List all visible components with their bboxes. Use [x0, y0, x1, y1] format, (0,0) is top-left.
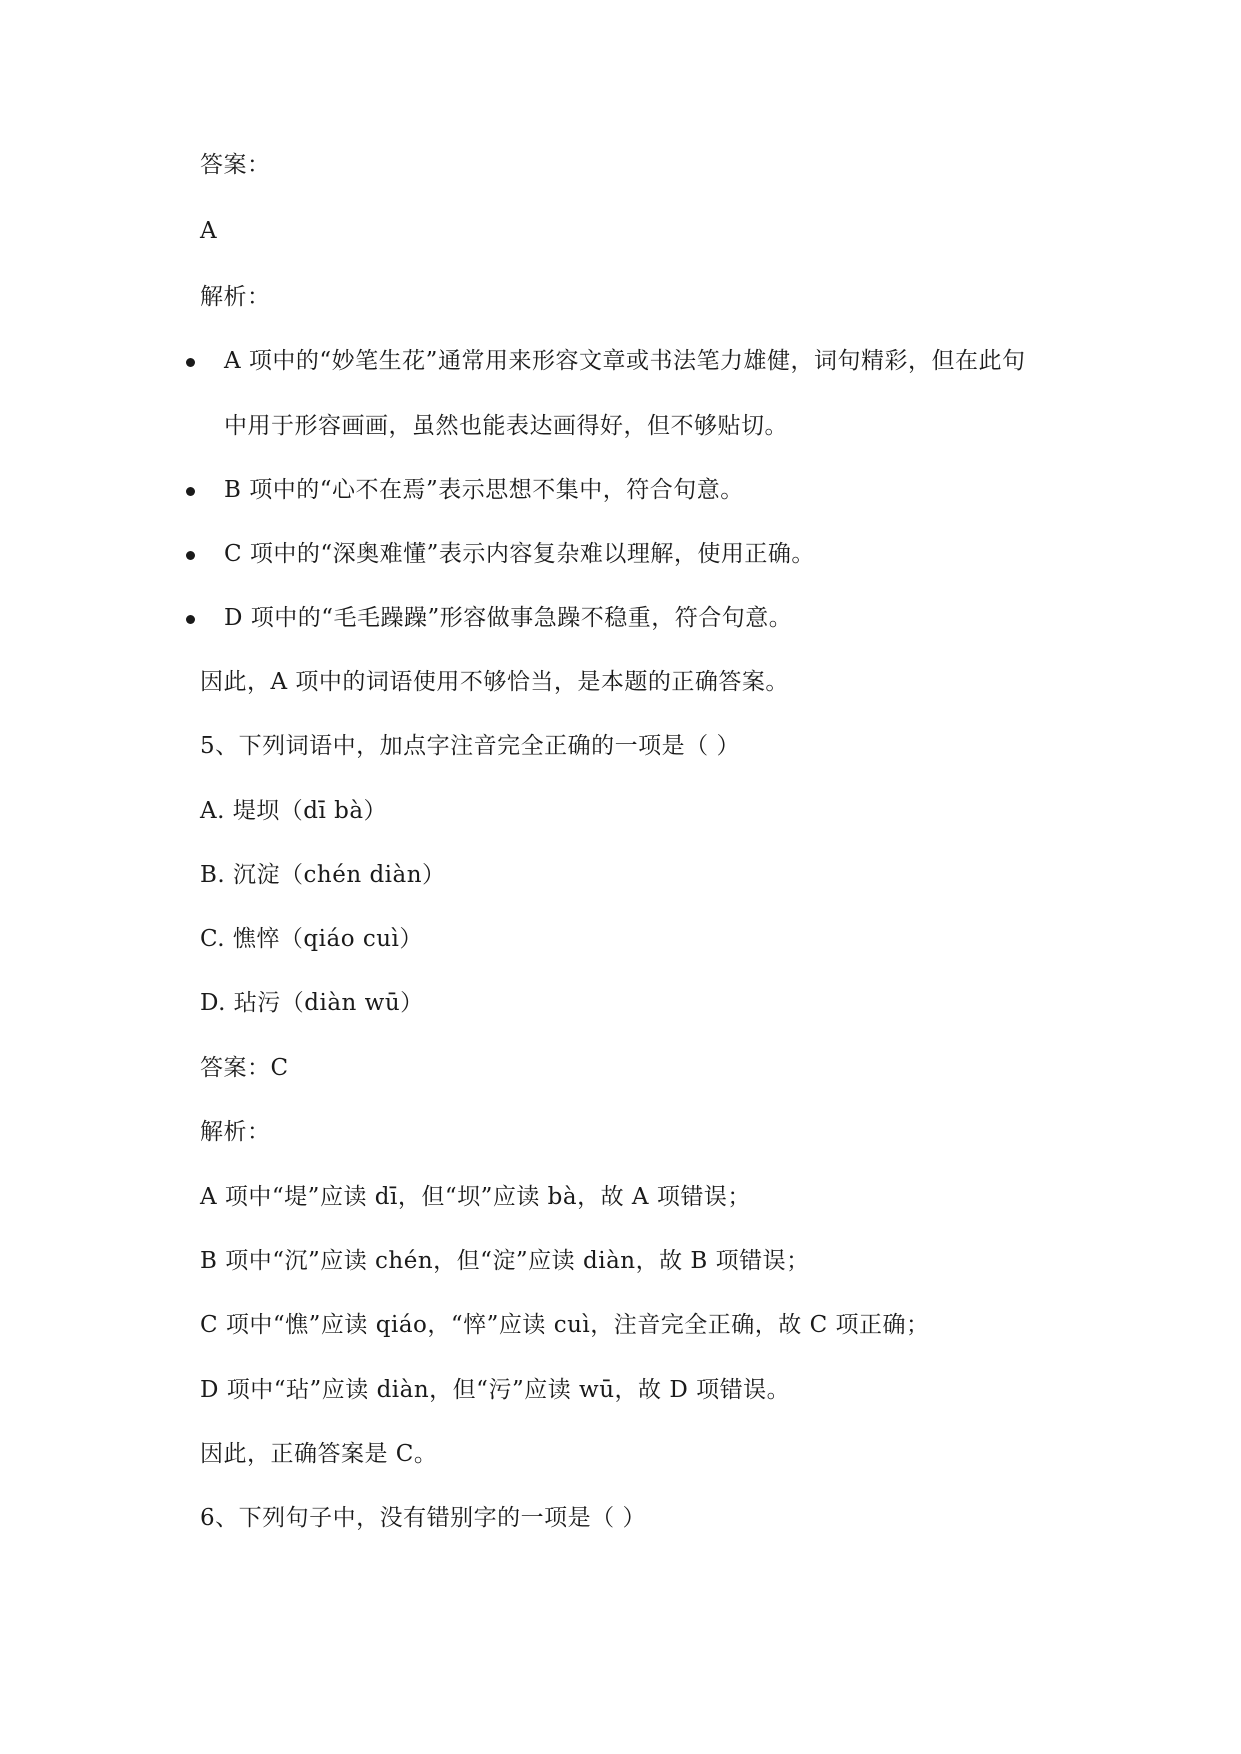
bullet-dot-icon: [186, 487, 195, 496]
answer-value: A: [200, 218, 218, 244]
bullet-dot-icon: [186, 551, 195, 560]
option-c: C. 憔悴（qiáo cuì）: [200, 926, 423, 952]
question-5: 5、下列词语中，加点字注音完全正确的一项是（ ）: [200, 733, 740, 759]
analysis-bullet-b: B 项中的“心不在焉”表示思想不集中，符合句意。: [224, 477, 744, 503]
question-6: 6、下列句子中，没有错别字的一项是（ ）: [200, 1505, 646, 1531]
bullet-dot-icon: [186, 615, 195, 624]
answer-line: 答案：C: [200, 1055, 289, 1081]
analysis-line-c: C 项中“憔”应读 qiáo，“悴”应读 cuì，注音完全正确，故 C 项正确；: [200, 1312, 930, 1338]
analysis-line-a: A 项中“堤”应读 dī，但“坝”应读 bà，故 A 项错误；: [200, 1184, 751, 1210]
option-a: A. 堤坝（dī bà）: [200, 798, 388, 824]
analysis-line-b: B 项中“沉”应读 chén，但“淀”应读 diàn，故 B 项错误；: [200, 1248, 810, 1274]
analysis-bullet-c: C 项中的“深奥难懂”表示内容复杂难以理解，使用正确。: [224, 541, 815, 567]
conclusion-text: 因此，正确答案是 C。: [200, 1441, 438, 1467]
analysis-line-d: D 项中“玷”应读 diàn，但“污”应读 wū，故 D 项错误。: [200, 1377, 791, 1403]
option-b: B. 沉淀（chén diàn）: [200, 862, 446, 888]
bullet-dot-icon: [186, 358, 195, 367]
analysis-label: 解析：: [200, 1119, 271, 1145]
analysis-bullet-d: D 项中的“毛毛躁躁”形容做事急躁不稳重，符合句意。: [224, 605, 793, 631]
analysis-bullet-a-line1: A 项中的“妙笔生花”通常用来形容文章或书法笔力雄健，词句精彩，但在此句: [224, 348, 1026, 374]
analysis-bullet-a-line2: 中用于形容画画，虽然也能表达画得好，但不够贴切。: [224, 413, 788, 439]
option-d: D. 玷污（diàn wū）: [200, 990, 424, 1016]
analysis-label: 解析：: [200, 284, 271, 310]
answer-label: 答案：: [200, 152, 271, 178]
conclusion-text: 因此，A 项中的词语使用不够恰当，是本题的正确答案。: [200, 669, 789, 695]
